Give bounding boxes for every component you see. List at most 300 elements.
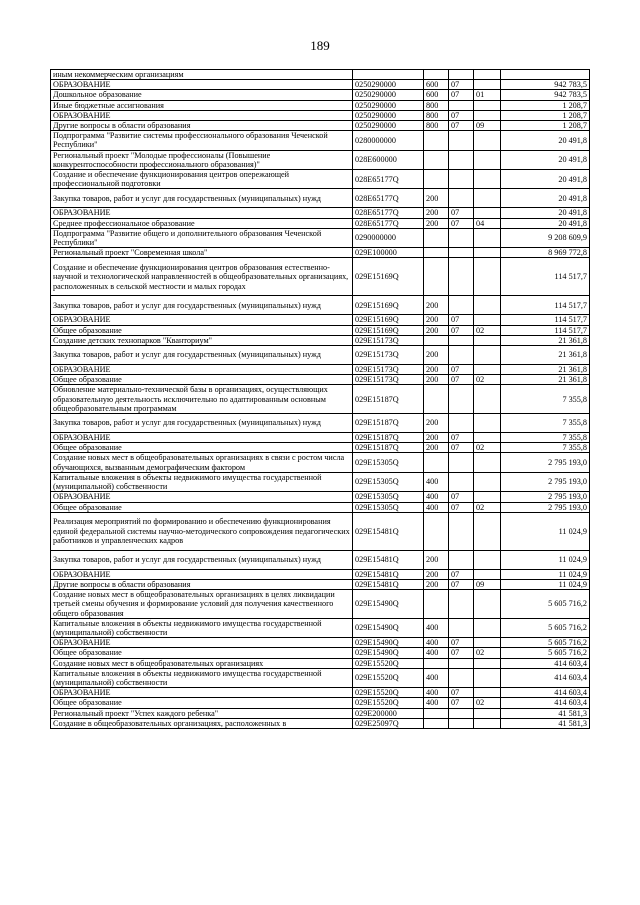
table-row: [51, 375, 590, 385]
subsection-cell: 02: [474, 325, 501, 335]
expense-type-cell: [424, 248, 449, 258]
expense-type-cell: 600: [424, 90, 449, 100]
subsection-cell: [474, 189, 501, 208]
row-name-cell: иным некоммерческим организациям: [51, 70, 353, 80]
section-cell: 07: [449, 443, 474, 453]
expense-type-cell: 200: [424, 443, 449, 453]
amount-cell: 7 355,8: [501, 443, 590, 453]
target-article-code-cell: 029E15520Q: [353, 668, 424, 687]
row-name-cell: ОБРАЗОВАНИЕ: [51, 433, 353, 443]
amount-cell: 414 603,4: [501, 668, 590, 687]
amount-cell: 114 517,7: [501, 315, 590, 325]
expense-type-cell: [424, 70, 449, 80]
section-cell: 07: [449, 688, 474, 698]
subsection-cell: [474, 346, 501, 365]
expense-type-cell: 400: [424, 638, 449, 648]
subsection-cell: 09: [474, 121, 501, 131]
target-article-code-cell: 0250290000: [353, 100, 424, 110]
subsection-cell: [474, 453, 501, 472]
amount-cell: 414 603,4: [501, 698, 590, 708]
table-row: [51, 414, 590, 433]
section-cell: 07: [449, 502, 474, 512]
amount-cell: 41 581,3: [501, 718, 590, 728]
section-cell: 07: [449, 365, 474, 375]
section-cell: 07: [449, 325, 474, 335]
budget-table: [50, 69, 590, 729]
row-name-cell: ОБРАЗОВАНИЕ: [51, 638, 353, 648]
subsection-cell: 02: [474, 698, 501, 708]
subsection-cell: 02: [474, 443, 501, 453]
expense-type-cell: [424, 453, 449, 472]
row-name-cell: Закупка товаров, работ и услуг для государственных (муниципальных) нужд: [51, 189, 353, 208]
target-article-code-cell: 029E15305Q: [353, 502, 424, 512]
row-name-cell: Создание новых мест в общеобразовательных организациях в целях ликвидации третьей смены обучения и формирование условий для получения качественного общего образования: [51, 590, 353, 619]
target-article-code-cell: 0250290000: [353, 110, 424, 120]
target-article-code-cell: 0290000000: [353, 228, 424, 247]
amount-cell: 114 517,7: [501, 325, 590, 335]
row-name-cell: Капитальные вложения в объекты недвижимого имущества государственной (муниципальной) собственности: [51, 618, 353, 637]
expense-type-cell: 400: [424, 502, 449, 512]
table-row: [51, 472, 590, 491]
target-article-code-cell: 0280000000: [353, 131, 424, 150]
subsection-cell: [474, 248, 501, 258]
subsection-cell: [474, 208, 501, 218]
expense-type-cell: 400: [424, 492, 449, 502]
row-name-cell: Капитальные вложения в объекты недвижимого имущества государственной (муниципальной) собственности: [51, 668, 353, 687]
row-name-cell: ОБРАЗОВАНИЕ: [51, 365, 353, 375]
row-name-cell: ОБРАЗОВАНИЕ: [51, 315, 353, 325]
table-row: [51, 258, 590, 296]
expense-type-cell: 200: [424, 414, 449, 433]
section-cell: 07: [449, 648, 474, 658]
target-article-code-cell: 029E15173Q: [353, 346, 424, 365]
expense-type-cell: 400: [424, 668, 449, 687]
row-name-cell: Общее образование: [51, 325, 353, 335]
table-row: [51, 433, 590, 443]
expense-type-cell: [424, 590, 449, 619]
target-article-code-cell: 029E15305Q: [353, 472, 424, 491]
subsection-cell: [474, 718, 501, 728]
section-cell: 07: [449, 638, 474, 648]
target-article-code-cell: 029E15169Q: [353, 315, 424, 325]
amount-cell: 20 491,8: [501, 150, 590, 169]
budget-table-body: [51, 70, 590, 729]
page-number: 189: [310, 38, 330, 53]
table-row: [51, 569, 590, 579]
subsection-cell: [474, 668, 501, 687]
section-cell: [449, 668, 474, 687]
amount-cell: 20 491,8: [501, 218, 590, 228]
subsection-cell: [474, 170, 501, 189]
row-name-cell: Закупка товаров, работ и услуг для государственных (муниципальных) нужд: [51, 346, 353, 365]
row-name-cell: Обновление материально-технической базы в организациях, осуществляющих образовательную деятельность исключительно по адаптированным основным общеобразовательным программам: [51, 385, 353, 414]
target-article-code-cell: 029E100000: [353, 248, 424, 258]
target-article-code-cell: 029E15490Q: [353, 638, 424, 648]
expense-type-cell: 200: [424, 208, 449, 218]
table-row: [51, 492, 590, 502]
subsection-cell: [474, 708, 501, 718]
expense-type-cell: [424, 658, 449, 668]
amount-cell: 1 208,7: [501, 121, 590, 131]
target-article-code-cell: 029E15520Q: [353, 698, 424, 708]
expense-type-cell: 200: [424, 325, 449, 335]
section-cell: [449, 658, 474, 668]
row-name-cell: ОБРАЗОВАНИЕ: [51, 688, 353, 698]
target-article-code-cell: 029E15481Q: [353, 512, 424, 550]
amount-cell: 7 355,8: [501, 414, 590, 433]
table-row: [51, 668, 590, 687]
subsection-cell: [474, 618, 501, 637]
table-row: [51, 708, 590, 718]
table-row: [51, 453, 590, 472]
section-cell: [449, 618, 474, 637]
expense-type-cell: [424, 385, 449, 414]
table-row: [51, 658, 590, 668]
expense-type-cell: 200: [424, 365, 449, 375]
table-row: [51, 385, 590, 414]
section-cell: 07: [449, 492, 474, 502]
subsection-cell: [474, 70, 501, 80]
row-name-cell: Общее образование: [51, 443, 353, 453]
section-cell: [449, 100, 474, 110]
section-cell: [449, 346, 474, 365]
expense-type-cell: 800: [424, 100, 449, 110]
table-row: [51, 325, 590, 335]
row-name-cell: Иные бюджетные ассигнования: [51, 100, 353, 110]
section-cell: [449, 296, 474, 315]
subsection-cell: [474, 688, 501, 698]
row-name-cell: Создание новых мест в общеобразовательных организациях: [51, 658, 353, 668]
amount-cell: 5 605 716,2: [501, 590, 590, 619]
row-name-cell: Закупка товаров, работ и услуг для государственных (муниципальных) нужд: [51, 550, 353, 569]
table-row: [51, 70, 590, 80]
amount-cell: 21 361,8: [501, 346, 590, 365]
target-article-code-cell: 029E15173Q: [353, 375, 424, 385]
amount-cell: 20 491,8: [501, 189, 590, 208]
expense-type-cell: 200: [424, 579, 449, 589]
subsection-cell: [474, 638, 501, 648]
expense-type-cell: 400: [424, 618, 449, 637]
subsection-cell: 09: [474, 579, 501, 589]
subsection-cell: [474, 228, 501, 247]
section-cell: 07: [449, 121, 474, 131]
section-cell: [449, 385, 474, 414]
expense-type-cell: 200: [424, 346, 449, 365]
section-cell: 07: [449, 375, 474, 385]
section-cell: [449, 335, 474, 345]
table-row: [51, 335, 590, 345]
table-row: [51, 512, 590, 550]
target-article-code-cell: 028E65177Q: [353, 189, 424, 208]
subsection-cell: [474, 296, 501, 315]
table-row: [51, 590, 590, 619]
amount-cell: 2 795 193,0: [501, 453, 590, 472]
table-row: [51, 618, 590, 637]
section-cell: [449, 228, 474, 247]
subsection-cell: [474, 433, 501, 443]
section-cell: [449, 248, 474, 258]
table-row: [51, 110, 590, 120]
subsection-cell: [474, 550, 501, 569]
subsection-cell: [474, 110, 501, 120]
section-cell: [449, 70, 474, 80]
table-row: [51, 131, 590, 150]
target-article-code-cell: 028E65177Q: [353, 170, 424, 189]
subsection-cell: 04: [474, 218, 501, 228]
amount-cell: 942 783,5: [501, 90, 590, 100]
table-row: [51, 228, 590, 247]
amount-cell: 20 491,8: [501, 208, 590, 218]
amount-cell: 20 491,8: [501, 131, 590, 150]
target-article-code-cell: 0250290000: [353, 80, 424, 90]
amount-cell: 5 605 716,2: [501, 618, 590, 637]
table-row: [51, 170, 590, 189]
expense-type-cell: [424, 228, 449, 247]
table-row: [51, 443, 590, 453]
table-row: [51, 502, 590, 512]
table-row: [51, 80, 590, 90]
amount-cell: 1 208,7: [501, 110, 590, 120]
row-name-cell: Региональный проект "Успех каждого ребенка": [51, 708, 353, 718]
expense-type-cell: [424, 131, 449, 150]
section-cell: 07: [449, 208, 474, 218]
table-row: [51, 218, 590, 228]
row-name-cell: Региональный проект "Современная школа": [51, 248, 353, 258]
amount-cell: 9 208 609,9: [501, 228, 590, 247]
target-article-code-cell: [353, 70, 424, 80]
target-article-code-cell: 029E15169Q: [353, 296, 424, 315]
amount-cell: 942 783,5: [501, 80, 590, 90]
table-row: [51, 315, 590, 325]
expense-type-cell: 200: [424, 569, 449, 579]
subsection-cell: [474, 658, 501, 668]
amount-cell: 21 361,8: [501, 375, 590, 385]
row-name-cell: Закупка товаров, работ и услуг для государственных (муниципальных) нужд: [51, 296, 353, 315]
target-article-code-cell: 028E65177Q: [353, 208, 424, 218]
table-row: [51, 296, 590, 315]
table-row: [51, 365, 590, 375]
amount-cell: 114 517,7: [501, 258, 590, 296]
expense-type-cell: 800: [424, 121, 449, 131]
amount-cell: 11 024,9: [501, 512, 590, 550]
subsection-cell: [474, 414, 501, 433]
target-article-code-cell: 029E15187Q: [353, 414, 424, 433]
row-name-cell: Дошкольное образование: [51, 90, 353, 100]
amount-cell: 1 208,7: [501, 100, 590, 110]
amount-cell: 5 605 716,2: [501, 648, 590, 658]
row-name-cell: Создание детских технопарков "Кванториум": [51, 335, 353, 345]
table-row: [51, 90, 590, 100]
target-article-code-cell: 0250290000: [353, 121, 424, 131]
expense-type-cell: 200: [424, 375, 449, 385]
expense-type-cell: 200: [424, 550, 449, 569]
row-name-cell: Создание и обеспечение функционирования центров опережающей профессиональной подготовки: [51, 170, 353, 189]
subsection-cell: [474, 335, 501, 345]
expense-type-cell: 600: [424, 80, 449, 90]
table-row: [51, 550, 590, 569]
row-name-cell: Общее образование: [51, 648, 353, 658]
row-name-cell: Среднее профессиональное образование: [51, 218, 353, 228]
target-article-code-cell: 029E15173Q: [353, 365, 424, 375]
subsection-cell: 02: [474, 648, 501, 658]
amount-cell: 2 795 193,0: [501, 472, 590, 491]
subsection-cell: [474, 590, 501, 619]
amount-cell: 11 024,9: [501, 579, 590, 589]
target-article-code-cell: 029E15187Q: [353, 433, 424, 443]
row-name-cell: Создание новых мест в общеобразовательных организациях в связи с ростом числа обучающихся, вызванным демографическим фактором: [51, 453, 353, 472]
amount-cell: 20 491,8: [501, 170, 590, 189]
section-cell: [449, 453, 474, 472]
section-cell: [449, 550, 474, 569]
row-name-cell: ОБРАЗОВАНИЕ: [51, 80, 353, 90]
subsection-cell: [474, 80, 501, 90]
subsection-cell: [474, 365, 501, 375]
row-name-cell: Реализация мероприятий по формированию и обеспечению функционирования единой федеральной системы научно-методического сопровождения педагогических работников и управленческих кадров: [51, 512, 353, 550]
target-article-code-cell: 029E15169Q: [353, 325, 424, 335]
target-article-code-cell: 028E600000: [353, 150, 424, 169]
target-article-code-cell: 029E15520Q: [353, 688, 424, 698]
row-name-cell: Общее образование: [51, 502, 353, 512]
subsection-cell: [474, 100, 501, 110]
target-article-code-cell: 029E15169Q: [353, 258, 424, 296]
subsection-cell: [474, 512, 501, 550]
row-name-cell: Другие вопросы в области образования: [51, 121, 353, 131]
section-cell: 07: [449, 315, 474, 325]
table-row: [51, 688, 590, 698]
expense-type-cell: [424, 150, 449, 169]
row-name-cell: Другие вопросы в области образования: [51, 579, 353, 589]
section-cell: 07: [449, 218, 474, 228]
target-article-code-cell: 029E15490Q: [353, 648, 424, 658]
target-article-code-cell: 029E15481Q: [353, 569, 424, 579]
section-cell: 07: [449, 698, 474, 708]
amount-cell: 414 603,4: [501, 688, 590, 698]
subsection-cell: [474, 258, 501, 296]
table-row: [51, 579, 590, 589]
target-article-code-cell: 029E15520Q: [353, 658, 424, 668]
expense-type-cell: [424, 512, 449, 550]
table-row: [51, 100, 590, 110]
row-name-cell: ОБРАЗОВАНИЕ: [51, 492, 353, 502]
target-article-code-cell: 029E15187Q: [353, 385, 424, 414]
row-name-cell: ОБРАЗОВАНИЕ: [51, 110, 353, 120]
table-row: [51, 718, 590, 728]
row-name-cell: ОБРАЗОВАНИЕ: [51, 208, 353, 218]
row-name-cell: Подпрограмма "Развитие общего и дополнительного образования Чеченской Республики": [51, 228, 353, 247]
target-article-code-cell: 0250290000: [353, 90, 424, 100]
expense-type-cell: [424, 335, 449, 345]
expense-type-cell: [424, 258, 449, 296]
target-article-code-cell: 029E15481Q: [353, 579, 424, 589]
section-cell: [449, 590, 474, 619]
subsection-cell: [474, 315, 501, 325]
table-row: [51, 698, 590, 708]
row-name-cell: Капитальные вложения в объекты недвижимого имущества государственной (муниципальной) собственности: [51, 472, 353, 491]
row-name-cell: Общее образование: [51, 698, 353, 708]
section-cell: 07: [449, 433, 474, 443]
table-row: [51, 208, 590, 218]
row-name-cell: Создание и обеспечение функционирования центров образования естественно-научной и технологической направленностей в общеобразовательных организациях, расположенных в сельской местности и малых городах: [51, 258, 353, 296]
amount-cell: 11 024,9: [501, 569, 590, 579]
subsection-cell: [474, 472, 501, 491]
subsection-cell: [474, 385, 501, 414]
expense-type-cell: 200: [424, 189, 449, 208]
table-row: [51, 248, 590, 258]
row-name-cell: ОБРАЗОВАНИЕ: [51, 569, 353, 579]
section-cell: [449, 258, 474, 296]
target-article-code-cell: 029E15173Q: [353, 335, 424, 345]
target-article-code-cell: 029E15481Q: [353, 550, 424, 569]
section-cell: [449, 189, 474, 208]
target-article-code-cell: 029E15490Q: [353, 590, 424, 619]
amount-cell: 41 581,3: [501, 708, 590, 718]
row-name-cell: Региональный проект "Молодые профессионалы (Повышение конкурентоспособности профессионального образования)": [51, 150, 353, 169]
section-cell: 07: [449, 90, 474, 100]
expense-type-cell: 400: [424, 688, 449, 698]
section-cell: [449, 708, 474, 718]
target-article-code-cell: 029E200000: [353, 708, 424, 718]
section-cell: [449, 718, 474, 728]
table-row: [51, 346, 590, 365]
amount-cell: 7 355,8: [501, 385, 590, 414]
target-article-code-cell: 029E15187Q: [353, 443, 424, 453]
expense-type-cell: [424, 718, 449, 728]
subsection-cell: [474, 131, 501, 150]
section-cell: [449, 131, 474, 150]
target-article-code-cell: 028E65177Q: [353, 218, 424, 228]
target-article-code-cell: 029E25097Q: [353, 718, 424, 728]
expense-type-cell: 400: [424, 648, 449, 658]
amount-cell: 5 605 716,2: [501, 638, 590, 648]
expense-type-cell: 200: [424, 296, 449, 315]
amount-cell: 21 361,8: [501, 335, 590, 345]
amount-cell: 2 795 193,0: [501, 492, 590, 502]
table-row: [51, 638, 590, 648]
amount-cell: [501, 70, 590, 80]
subsection-cell: 01: [474, 90, 501, 100]
subsection-cell: [474, 150, 501, 169]
expense-type-cell: 400: [424, 472, 449, 491]
section-cell: [449, 170, 474, 189]
subsection-cell: 02: [474, 375, 501, 385]
expense-type-cell: 200: [424, 218, 449, 228]
table-row: [51, 648, 590, 658]
subsection-cell: [474, 492, 501, 502]
row-name-cell: Закупка товаров, работ и услуг для государственных (муниципальных) нужд: [51, 414, 353, 433]
amount-cell: 2 795 193,0: [501, 502, 590, 512]
amount-cell: 21 361,8: [501, 365, 590, 375]
section-cell: 07: [449, 80, 474, 90]
section-cell: 07: [449, 110, 474, 120]
amount-cell: 114 517,7: [501, 296, 590, 315]
row-name-cell: Подпрограмма "Развитие системы профессионального образования Чеченской Республики": [51, 131, 353, 150]
expense-type-cell: 200: [424, 433, 449, 443]
target-article-code-cell: 029E15305Q: [353, 492, 424, 502]
amount-cell: 8 969 772,8: [501, 248, 590, 258]
expense-type-cell: 200: [424, 315, 449, 325]
expense-type-cell: [424, 170, 449, 189]
table-row: [51, 121, 590, 131]
subsection-cell: [474, 569, 501, 579]
expense-type-cell: 800: [424, 110, 449, 120]
table-row: [51, 189, 590, 208]
section-cell: 07: [449, 569, 474, 579]
row-name-cell: Общее образование: [51, 375, 353, 385]
amount-cell: 11 024,9: [501, 550, 590, 569]
target-article-code-cell: 029E15305Q: [353, 453, 424, 472]
amount-cell: 414 603,4: [501, 658, 590, 668]
row-name-cell: Создание в общеобразовательных организациях, расположенных в: [51, 718, 353, 728]
